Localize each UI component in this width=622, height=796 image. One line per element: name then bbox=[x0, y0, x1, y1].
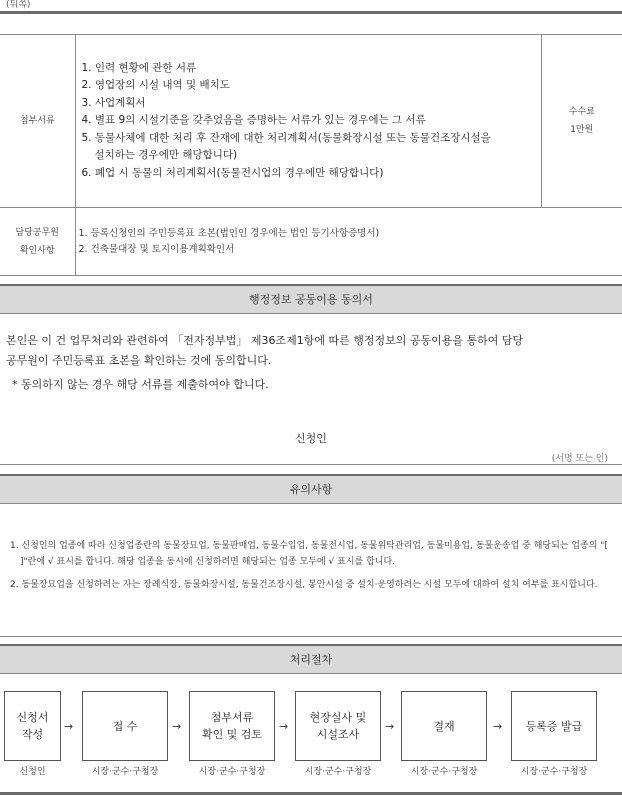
notice-list bbox=[8, 538, 616, 600]
process-step-issue bbox=[511, 691, 597, 761]
step-label: 접 수 bbox=[112, 719, 138, 733]
step-label: 첨부서류 bbox=[210, 711, 254, 724]
step-actor: 시장·군수·구청장 bbox=[304, 767, 372, 777]
notice-title: 유의사항 bbox=[0, 474, 622, 504]
fee-label: 수수료 bbox=[568, 107, 595, 117]
doc-item: 1. 인력 현황에 관한 서류 bbox=[81, 62, 197, 75]
fee-value: 1만원 bbox=[570, 125, 594, 135]
arrow-icon: → bbox=[385, 720, 395, 733]
officer-item: 1. 등록신청인의 주민등록표 초본(법인인 경우에는 법인 등기사항증명서) bbox=[78, 227, 380, 239]
attachments-list bbox=[75, 35, 541, 208]
attachments-row bbox=[0, 35, 622, 208]
consent-line: 본인은 이 건 업무처리와 관련하여 「전자정부법」 제36조제1항에 따른 행정정보의 공동이용을 통하여 담당 bbox=[6, 334, 524, 347]
consent-line: 공무원이 주민등록표 초본을 확인하는 것에 동의합니다. bbox=[6, 354, 272, 367]
signature-hint: (서명 또는 인) bbox=[551, 454, 608, 464]
arrow-icon: → bbox=[64, 720, 74, 733]
attachments-table bbox=[0, 34, 622, 276]
process-title: 처리절차 bbox=[0, 644, 622, 674]
doc-item: 6. 폐업 시 동물의 처리계획서(동물전시업의 경우에만 해당합니다) bbox=[81, 166, 384, 179]
officer-check-row bbox=[0, 208, 622, 276]
consent-statement bbox=[6, 331, 618, 371]
step-actor: 신청인 bbox=[19, 767, 46, 777]
attachments-label: 첨부서류 bbox=[0, 35, 75, 208]
bottom-divider bbox=[0, 792, 622, 795]
doc-item-continued: 설치하는 경우에만 해당합니다) bbox=[94, 149, 238, 162]
arrow-icon: → bbox=[279, 720, 289, 733]
notice-item: 1. 신청인의 업종에 따라 신청업종란의 동물장묘업, 동물판매업, 동물수입업, 동물전시업, 동물위탁관리업, 동물미용업, 동물운송업 중 해당되는 업종의 "[ ]"란에 √ 표시를 합니다. 해당 업종을 동시에 신청하려면 해당되는 업종 모두에 √ 표시를 합니다. bbox=[10, 541, 608, 567]
notice-item: 2. 동물장묘업을 신청하려는 자는 장례식장, 동물화장시설, 동물건조장시설, 봉안시설 중 설치·운영하려는 시설 모두에 대하여 설치 여부를 표시합니다. bbox=[10, 580, 598, 590]
officer-label-line: 확인사항 bbox=[19, 245, 55, 256]
fee-cell bbox=[541, 35, 622, 208]
step-actor: 시장·군수·구청장 bbox=[198, 767, 266, 777]
officer-check-items bbox=[75, 208, 622, 276]
process-step-inspection bbox=[295, 691, 381, 761]
step-actor: 시장·군수·구청장 bbox=[410, 767, 478, 777]
doc-item: 4. 별표 9의 시설기준을 갖추었음을 증명하는 서류가 있는 경우에는 그 서류 bbox=[81, 114, 426, 127]
consent-note: * 동의하지 않는 경우 해당 서류를 제출하여야 합니다. bbox=[12, 378, 269, 391]
top-divider bbox=[0, 11, 622, 14]
applicant-label: 신청인 bbox=[295, 432, 327, 445]
doc-item: 2. 영업장의 시설 내역 및 배치도 bbox=[81, 79, 230, 92]
officer-label-line: 담당공무원 bbox=[15, 227, 59, 238]
process-step-approval bbox=[401, 691, 487, 761]
doc-item: 3. 사업계획서 bbox=[81, 96, 146, 109]
step-label: 확인 및 검토 bbox=[201, 728, 263, 741]
process-step-receive bbox=[82, 691, 168, 761]
step-actor: 시장·군수·구청장 bbox=[91, 767, 159, 777]
step-label: 신청서 bbox=[16, 711, 49, 724]
officer-item: 2. 건축물대장 및 토지이용계획확인서 bbox=[78, 243, 235, 255]
notice-divider bbox=[0, 636, 622, 637]
consent-divider bbox=[0, 464, 622, 465]
step-label: 시설조사 bbox=[316, 728, 360, 741]
doc-item: 5. 동물사체에 대한 처리 후 잔재에 대한 처리계획서(동물화장시설 또는 동물건조장시설을 bbox=[81, 131, 491, 144]
arrow-icon: → bbox=[172, 720, 182, 733]
process-step-review bbox=[189, 691, 275, 761]
arrow-icon: → bbox=[493, 720, 503, 733]
step-label: 결재 bbox=[433, 719, 455, 733]
step-label: 등록증 발급 bbox=[525, 719, 583, 733]
step-actor: 시장·군수·구청장 bbox=[520, 767, 588, 777]
process-step-apply bbox=[4, 691, 61, 761]
step-label: 현장실사 및 bbox=[309, 711, 367, 724]
back-page-mark: (뒤쪽) bbox=[6, 0, 31, 10]
consent-title: 행정정보 공동이용 동의서 bbox=[0, 284, 622, 314]
officer-check-label bbox=[0, 208, 75, 276]
step-label: 작성 bbox=[21, 728, 44, 741]
